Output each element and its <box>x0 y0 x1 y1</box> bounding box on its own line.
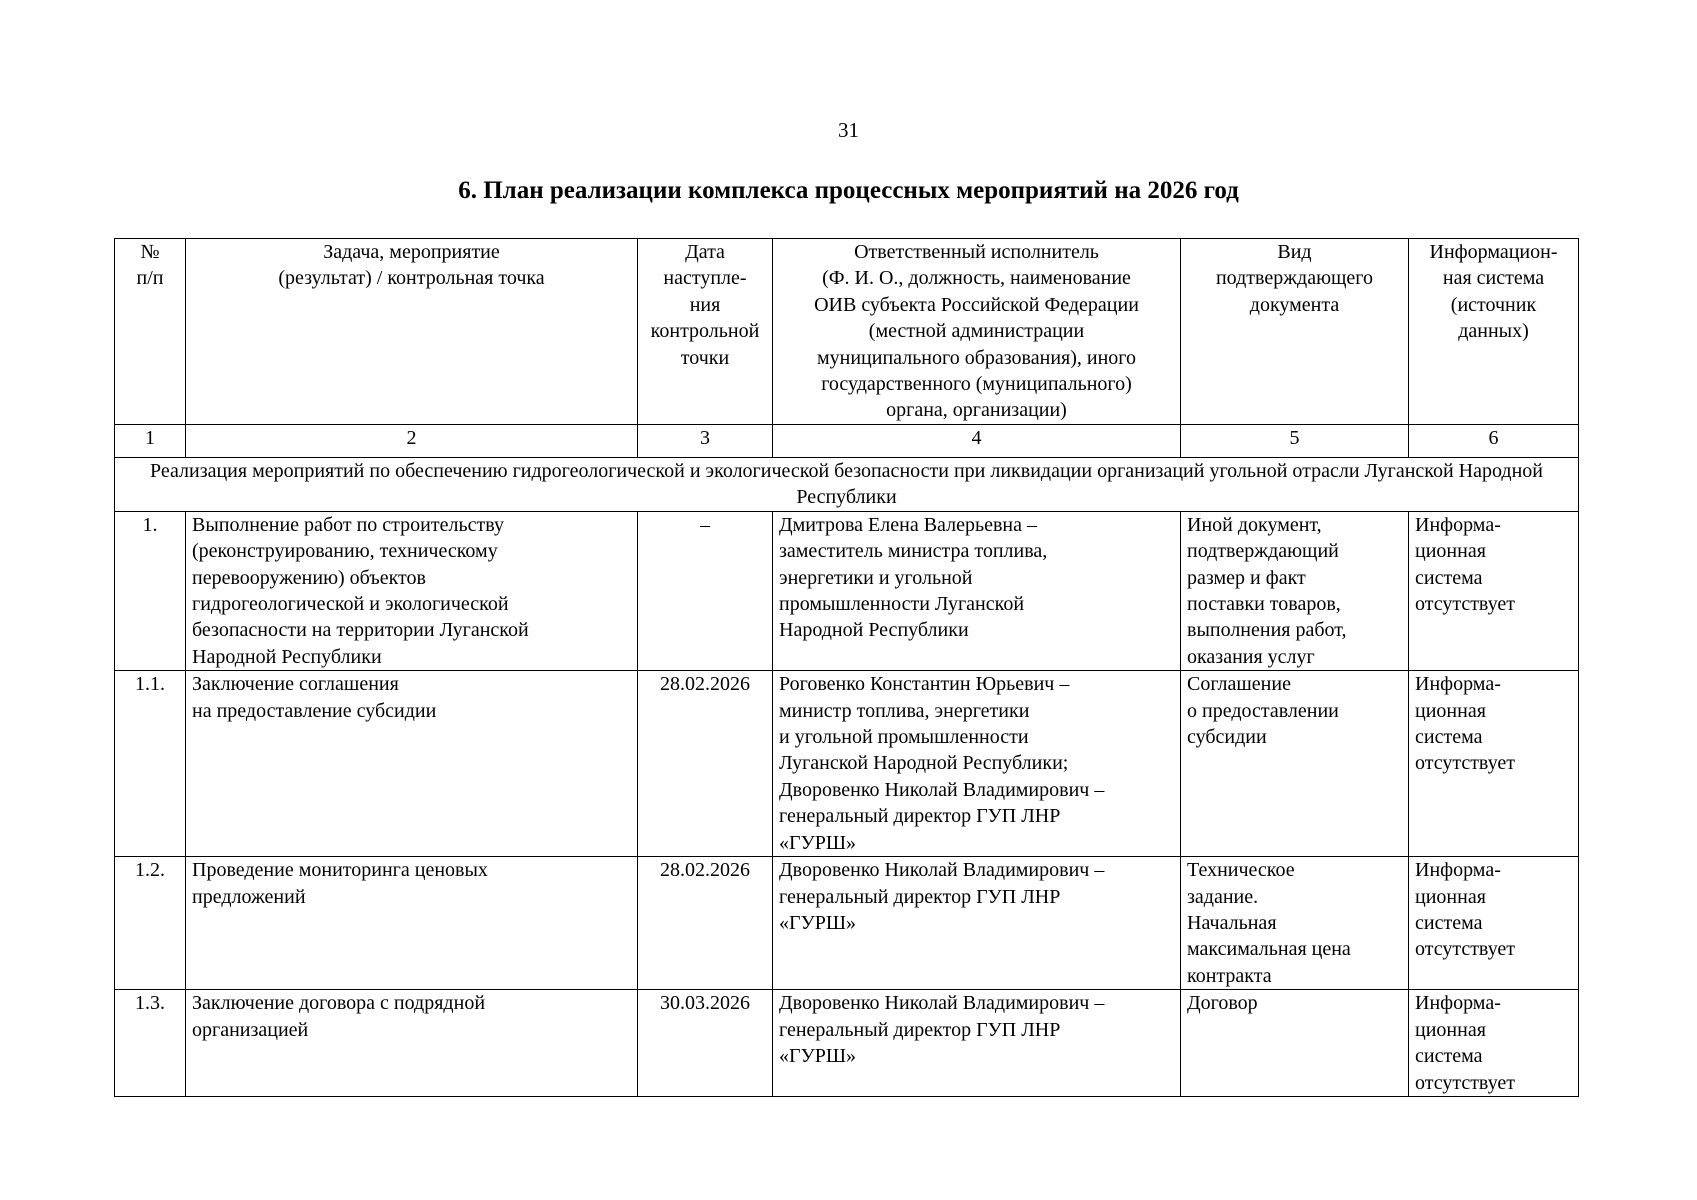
row-number: 1.2. <box>115 857 186 990</box>
column-numbers-row <box>115 425 1579 458</box>
table-row <box>115 511 1579 670</box>
column-number-5: 5 <box>1181 425 1409 458</box>
row-task: Выполнение работ по строительству (реконструированию, техническому перевооружению) объектов гидрогеологической и экологической безопасности на территории Луганской Народной Республики <box>186 511 638 670</box>
row-number: 1.1. <box>115 671 186 857</box>
row-date: 28.02.2026 <box>638 857 773 990</box>
row-document: Техническое задание. Начальная максимальная цена контракта <box>1181 857 1409 990</box>
row-info-system: Информа- ционная система отсутствует <box>1409 671 1579 857</box>
header-document: Вид подтверждающего документа <box>1181 239 1409 425</box>
row-task: Заключение соглашения на предоставление субсидии <box>186 671 638 857</box>
row-responsible: Дворовенко Николай Владимирович – генеральный директор ГУП ЛНР «ГУРШ» <box>773 990 1181 1097</box>
row-number: 1.3. <box>115 990 186 1097</box>
table-header-row <box>115 239 1579 425</box>
row-date: – <box>638 511 773 670</box>
row-responsible: Дворовенко Николай Владимирович – генеральный директор ГУП ЛНР «ГУРШ» <box>773 857 1181 990</box>
row-date: 30.03.2026 <box>638 990 773 1097</box>
row-date: 28.02.2026 <box>638 671 773 857</box>
column-number-1: 1 <box>115 425 186 458</box>
row-info-system: Информа- ционная система отсутствует <box>1409 990 1579 1097</box>
header-info-system: Информацион- ная система (источник данных) <box>1409 239 1579 425</box>
page-number: 31 <box>838 118 859 142</box>
row-task: Проведение мониторинга ценовых предложений <box>186 857 638 990</box>
row-info-system: Информа- ционная система отсутствует <box>1409 857 1579 990</box>
row-document: Иной документ, подтверждающий размер и факт поставки товаров, выполнения работ, оказания услуг <box>1181 511 1409 670</box>
header-date: Дата наступле- ния контрольной точки <box>638 239 773 425</box>
row-document: Договор <box>1181 990 1409 1097</box>
row-responsible: Дмитрова Елена Валерьевна – заместитель министра топлива, энергетики и угольной промышленности Луганской Народной Республики <box>773 511 1181 670</box>
plan-table <box>114 238 1579 1097</box>
table-row <box>115 990 1579 1097</box>
row-document: Соглашение о предоставлении субсидии <box>1181 671 1409 857</box>
column-number-3: 3 <box>638 425 773 458</box>
header-number: № п/п <box>115 239 186 425</box>
row-responsible: Роговенко Константин Юрьевич – министр топлива, энергетики и угольной промышленности Луганской Народной Республики; Дворовенко Николай Владимирович – генеральный директор ГУП ЛНР «ГУРШ» <box>773 671 1181 857</box>
row-task: Заключение договора с подрядной организацией <box>186 990 638 1097</box>
table-row <box>115 857 1579 990</box>
column-number-6: 6 <box>1409 425 1579 458</box>
column-number-4: 4 <box>773 425 1181 458</box>
row-info-system: Информа- ционная система отсутствует <box>1409 511 1579 670</box>
table-row <box>115 671 1579 857</box>
page-title: 6. План реализации комплекса процессных мероприятий на 2026 год <box>458 177 1239 204</box>
section-title: Реализация мероприятий по обеспечению гидрогеологической и экологической безопасности при ликвидации организаций угольной отрасли Луганской Народной Республики <box>115 458 1579 512</box>
column-number-2: 2 <box>186 425 638 458</box>
section-row <box>115 458 1579 512</box>
row-number: 1. <box>115 511 186 670</box>
header-task: Задача, мероприятие (результат) / контрольная точка <box>186 239 638 425</box>
header-responsible: Ответственный исполнитель (Ф. И. О., должность, наименование ОИВ субъекта Российской Федерации (местной администрации муниципального образования), иного государственного (муниципального) органа, организации) <box>773 239 1181 425</box>
